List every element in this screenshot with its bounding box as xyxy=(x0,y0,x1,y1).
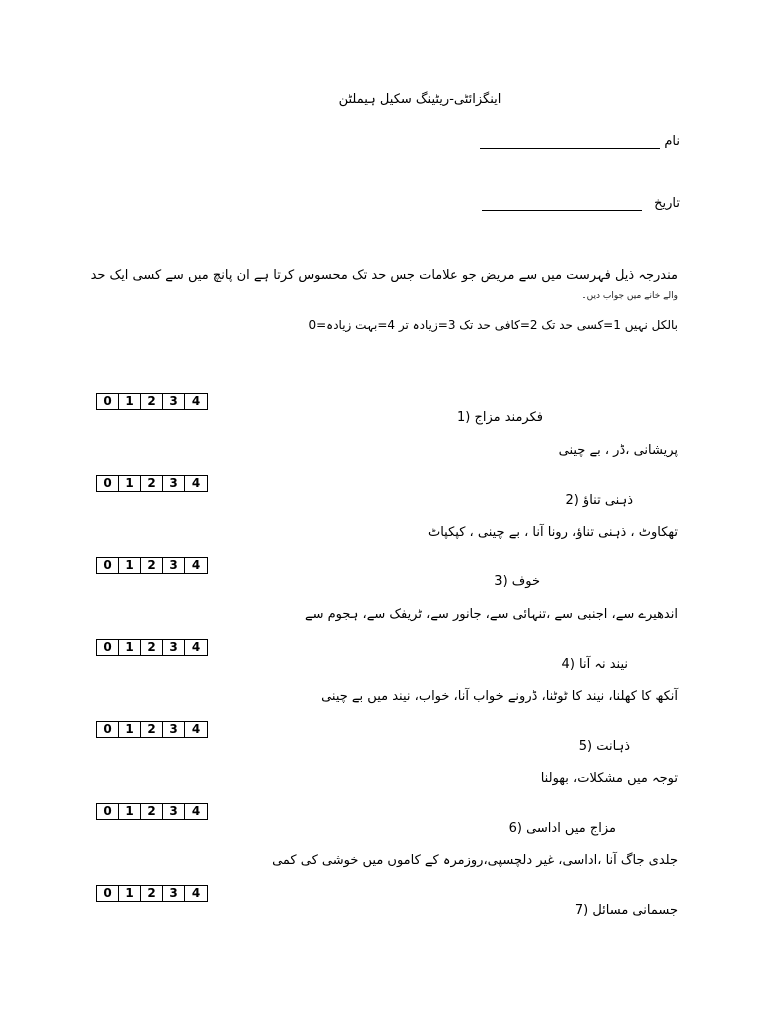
question-5-desc: توجہ میں مشکلات، بھولنا xyxy=(540,771,678,786)
name-field-row xyxy=(480,134,680,149)
date-field[interactable] xyxy=(482,196,642,211)
question-4-title: نیند نہ آنا (4 xyxy=(561,657,628,672)
rating-scale-q2 xyxy=(96,475,208,492)
question-6-title: مزاج میں اداسی (6 xyxy=(508,821,616,836)
rating-option-2[interactable]: 2 xyxy=(141,722,163,737)
rating-option-0[interactable]: 0 xyxy=(97,886,119,901)
rating-option-2[interactable]: 2 xyxy=(141,640,163,655)
rating-option-3[interactable]: 3 xyxy=(163,640,185,655)
rating-scale-q3 xyxy=(96,557,208,574)
rating-option-1[interactable]: 1 xyxy=(119,640,141,655)
question-7-title: جسمانی مسائل (7 xyxy=(574,903,678,918)
rating-option-1[interactable]: 1 xyxy=(119,886,141,901)
question-4-desc: آنکھ کا کھلنا، نیند کا ٹوٹنا، ڈرونے خواب آنا، خواب، نیند میں بے چینی xyxy=(321,689,678,704)
question-1-desc: پریشانی ،ڈر ، بے چینی xyxy=(558,443,678,458)
rating-scale-q1 xyxy=(96,393,208,410)
rating-option-1[interactable]: 1 xyxy=(119,476,141,491)
rating-option-3[interactable]: 3 xyxy=(163,886,185,901)
question-3-title: خوف (3 xyxy=(494,574,540,589)
rating-option-4[interactable]: 4 xyxy=(191,804,201,818)
name-label: نام xyxy=(664,134,680,149)
rating-option-0[interactable]: 0 xyxy=(97,394,119,409)
rating-option-0[interactable]: 0 xyxy=(97,476,119,491)
rating-option-2[interactable]: 2 xyxy=(141,558,163,573)
rating-option-4[interactable]: 4 xyxy=(191,640,201,654)
question-3-desc: اندھیرے سے، اجنبی سے ،تنہائی سے، جانور سے، ٹریفک سے، ہجوم سے xyxy=(304,607,678,622)
instruction-line-1: مندرجہ ذیل فہرست میں سے مریض جو علامات جس حد تک محسوس کرتا ہے ان پانچ میں سے کسی ایک حد xyxy=(90,268,678,283)
rating-scale-q5 xyxy=(96,721,208,738)
question-1-title: فکرمند مزاج (1 xyxy=(456,410,543,425)
document-title: اینگزائٹی-ریٹینگ سکیل ہیملٹن xyxy=(338,92,502,107)
rating-option-3[interactable]: 3 xyxy=(163,394,185,409)
rating-option-0[interactable]: 0 xyxy=(97,640,119,655)
rating-option-2[interactable]: 2 xyxy=(141,804,163,819)
rating-option-3[interactable]: 3 xyxy=(163,804,185,819)
question-5-title: ذہانت (5 xyxy=(578,739,630,754)
instruction-line-2: والے خانے میں جواب دیں۔ xyxy=(581,291,678,301)
rating-option-1[interactable]: 1 xyxy=(119,722,141,737)
rating-option-0[interactable]: 0 xyxy=(97,722,119,737)
rating-option-2[interactable]: 2 xyxy=(141,394,163,409)
rating-option-0[interactable]: 0 xyxy=(97,558,119,573)
question-2-desc: تھکاوٹ ، ذہنی تناؤ، رونا آنا ، بے چینی ، کپکپاٹ xyxy=(427,525,678,540)
rating-option-2[interactable]: 2 xyxy=(141,886,163,901)
rating-option-3[interactable]: 3 xyxy=(163,722,185,737)
rating-scale-q7 xyxy=(96,885,208,902)
rating-option-4[interactable]: 4 xyxy=(191,886,201,900)
rating-option-1[interactable]: 1 xyxy=(119,804,141,819)
rating-option-4[interactable]: 4 xyxy=(191,394,201,408)
scale-legend: بالکل نہیں 1=کسی حد تک 2=کافی حد تک 3=زیادہ تر 4=بہت زیادہ=0 xyxy=(308,318,678,332)
rating-option-2[interactable]: 2 xyxy=(141,476,163,491)
rating-option-4[interactable]: 4 xyxy=(191,476,201,490)
rating-scale-q4 xyxy=(96,639,208,656)
question-2-title: ذہنی تناؤ (2 xyxy=(565,493,633,508)
rating-option-3[interactable]: 3 xyxy=(163,558,185,573)
rating-option-0[interactable]: 0 xyxy=(97,804,119,819)
rating-option-4[interactable]: 4 xyxy=(191,722,201,736)
question-6-desc: جلدی جاگ آنا ،اداسی، غیر دلچسپی،روزمرہ کے کاموں میں خوشی کی کمی xyxy=(272,853,678,868)
rating-scale-q6 xyxy=(96,803,208,820)
rating-option-1[interactable]: 1 xyxy=(119,558,141,573)
date-label: تاریخ xyxy=(654,196,680,211)
rating-option-4[interactable]: 4 xyxy=(191,558,201,572)
rating-option-1[interactable]: 1 xyxy=(119,394,141,409)
name-field[interactable] xyxy=(480,134,660,149)
rating-option-3[interactable]: 3 xyxy=(163,476,185,491)
date-field-row xyxy=(482,196,680,211)
